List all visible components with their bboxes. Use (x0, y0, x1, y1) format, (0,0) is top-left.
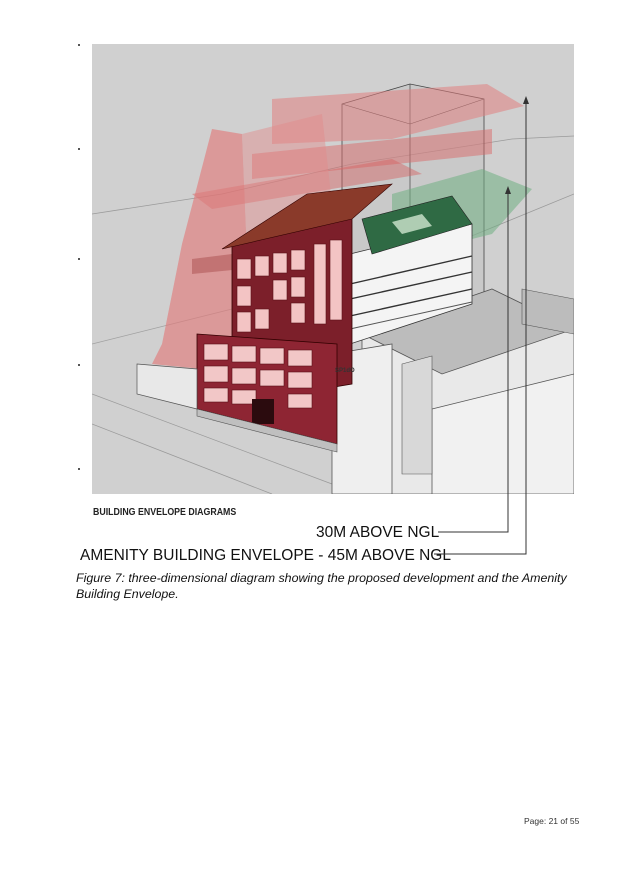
callout-30m-label: 30M ABOVE NGL (316, 524, 440, 541)
entrance (252, 399, 274, 424)
callout-45m-label: AMENITY BUILDING ENVELOPE - 45M ABOVE NGL (80, 547, 451, 564)
margin-mark (78, 364, 80, 366)
figure-caption: Figure 7: three-dimensional diagram showing the proposed development and the Amenity Building Envelope. (76, 571, 567, 601)
margin-mark (78, 44, 80, 46)
building-envelope-diagram (92, 44, 574, 494)
isometric-building-illustration (92, 44, 574, 494)
page-number: Page: 21 of 55 (524, 816, 580, 826)
margin-mark (78, 468, 80, 470)
margin-mark (78, 258, 80, 260)
section-label: BUILDING ENVELOPE DIAGRAMS (93, 507, 237, 518)
street-number-sign: SP1dO (335, 368, 355, 374)
margin-mark (78, 148, 80, 150)
